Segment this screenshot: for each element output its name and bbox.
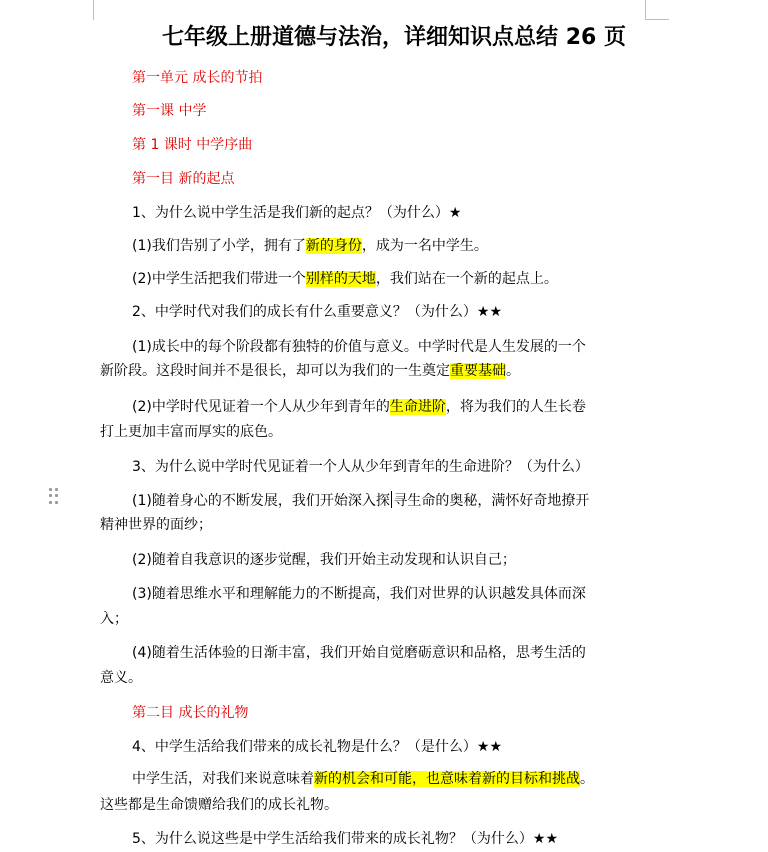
highlight: 别样的天地 — [305, 271, 376, 287]
heading-section-1: 第一目 新的起点 — [132, 171, 235, 187]
question-5: 5、为什么说这些是中学生活给我们带来的成长礼物？（为什么）★★ — [132, 831, 559, 847]
answer-2-2-line-2: 打上更加丰富而厚实的底色。 — [100, 424, 282, 440]
heading-lesson: 第一课 中学 — [132, 103, 207, 119]
crop-mark-right-vertical — [645, 0, 646, 20]
drag-handle-icon[interactable] — [49, 488, 59, 504]
answer-2-2-line-1: (2)中学时代见证着一个人从少年到青年的生命进阶，将为我们的人生长卷 — [132, 399, 586, 415]
heading-unit: 第一单元 成长的节拍 — [132, 70, 263, 86]
highlight: 新的机会和可能，也意味着新的目标和挑战 — [314, 771, 580, 787]
question-1: 1、为什么说中学生活是我们新的起点？（为什么）★ — [132, 205, 462, 221]
highlight: 重要基础 — [450, 363, 506, 379]
answer-1-1: (1)我们告别了小学，拥有了新的身份，成为一名中学生。 — [132, 238, 488, 254]
answer-3-1-line-2: 精神世界的面纱； — [100, 517, 212, 533]
answer-2-1-line-1: (1)成长中的每个阶段都有独特的价值与意义。中学时代是人生发展的一个 — [132, 339, 586, 355]
answer-3-3-line-1: (3)随着思维水平和理解能力的不断提高，我们对世界的认识越发具体而深 — [132, 586, 586, 602]
highlight: 生命进阶 — [389, 399, 446, 415]
answer-3-4-line-2: 意义。 — [100, 670, 142, 686]
highlight: 新的身份 — [305, 238, 362, 254]
answer-1-2: (2)中学生活把我们带进一个别样的天地，我们站在一个新的起点上。 — [132, 271, 558, 287]
answer-3-4-line-1: (4)随着生活体验的日渐丰富，我们开始自觉磨砺意识和品格，思考生活的 — [132, 645, 586, 661]
heading-period: 第 1 课时 中学序曲 — [132, 137, 253, 153]
answer-3-2: (2)随着自我意识的逐步觉醒，我们开始主动发现和认识自己； — [132, 552, 516, 568]
answer-2-1-line-2: 新阶段。这段时间并不是很长，却可以为我们的一生奠定重要基础。 — [100, 363, 520, 379]
answer-4-line-1: 中学生活，对我们来说意味着新的机会和可能，也意味着新的目标和挑战。 — [132, 771, 594, 787]
answer-4-line-2: 这些都是生命馈赠给我们的成长礼物。 — [100, 797, 338, 813]
question-3: 3、为什么说中学时代见证着一个人从少年到青年的生命进阶？（为什么） — [132, 459, 589, 475]
crop-mark-left — [93, 0, 94, 20]
document-title: 七年级上册道德与法治，详细知识点总结 26 页 — [162, 25, 626, 50]
heading-section-2: 第二目 成长的礼物 — [132, 705, 249, 721]
question-4: 4、中学生活给我们带来的成长礼物是什么？（是什么）★★ — [132, 739, 503, 755]
question-2: 2、中学时代对我们的成长有什么重要意义？（为什么）★★ — [132, 304, 503, 320]
answer-3-1-line-1: (1)随着身心的不断发展，我们开始深入探 寻生命的奥秘，满怀好奇地撩开 — [132, 493, 590, 509]
answer-3-3-line-2: 入； — [100, 611, 128, 627]
